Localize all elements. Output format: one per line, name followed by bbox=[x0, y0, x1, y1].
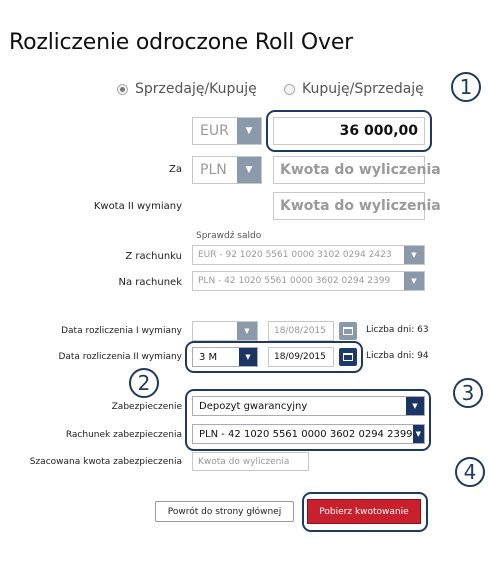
chevron-down-icon: ▼ bbox=[239, 348, 257, 366]
callout-4-badge: 4 bbox=[455, 457, 485, 487]
radio-buy-sell-label: Kupuję/Sprzedaję bbox=[302, 81, 424, 97]
counter-currency-value: PLN bbox=[200, 162, 227, 178]
callout-1-badge: 1 bbox=[451, 72, 481, 102]
first-days-count: Liczba dni: 63 bbox=[366, 325, 429, 335]
radio-sell-buy[interactable] bbox=[117, 81, 257, 97]
first-date-label: Data rozliczenia I wymiany bbox=[61, 326, 182, 336]
from-account-label: Z rachunku bbox=[125, 251, 182, 262]
radio-sell-buy-label: Sprzedaję/Kupuję bbox=[135, 81, 257, 97]
back-to-home-button[interactable]: Powrót do strony głównej bbox=[155, 501, 294, 522]
callout-2-badge: 2 bbox=[129, 368, 159, 398]
second-tenor-value: 3 M bbox=[199, 351, 218, 363]
from-account-value: EUR - 92 1020 5561 0000 3102 0294 2423 bbox=[198, 250, 392, 260]
first-date-value: 18/08/2015 bbox=[274, 326, 326, 336]
chevron-down-icon: ▼ bbox=[404, 246, 424, 264]
page-title: Rozliczenie odroczone Roll Over bbox=[9, 30, 354, 55]
second-amount-label: Kwota II wymiany bbox=[93, 201, 182, 212]
chevron-down-icon: ▼ bbox=[404, 272, 424, 290]
callout-1-frame bbox=[266, 110, 432, 152]
from-account-select[interactable] bbox=[192, 245, 425, 265]
collateral-type-label: Zabezpieczenie bbox=[111, 402, 182, 412]
chevron-down-icon: ▼ bbox=[237, 157, 261, 183]
get-quote-button[interactable]: Pobierz kwotowanie bbox=[307, 499, 421, 524]
radio-unselected-icon bbox=[284, 84, 295, 95]
callout-2-frame bbox=[185, 341, 363, 373]
collateral-estimate-label: Szacowana kwota zabezpieczenia bbox=[29, 457, 182, 467]
counter-currency-select[interactable] bbox=[192, 156, 262, 184]
chevron-down-icon: ▼ bbox=[237, 118, 261, 144]
collateral-account-value: PLN - 42 1020 5561 0000 3602 0294 2399 bbox=[199, 428, 413, 440]
callout-3-frame bbox=[185, 389, 431, 451]
second-amount-input[interactable] bbox=[273, 192, 441, 220]
check-balance-link[interactable]: Sprawdź saldo bbox=[196, 231, 262, 241]
callout-4-frame bbox=[302, 492, 428, 532]
collateral-estimate-input[interactable] bbox=[192, 452, 309, 471]
chevron-down-icon: ▼ bbox=[237, 322, 257, 340]
currency-value: EUR bbox=[200, 123, 229, 139]
second-date-value: 18/09/2015 bbox=[274, 352, 326, 362]
radio-buy-sell[interactable] bbox=[284, 81, 424, 97]
callout-3-badge: 3 bbox=[453, 378, 483, 408]
first-tenor-select[interactable] bbox=[192, 321, 258, 341]
first-date-input[interactable] bbox=[268, 321, 334, 341]
chevron-down-icon: ▼ bbox=[406, 397, 424, 415]
second-date-label: Data rozliczenia II wymiany bbox=[58, 352, 182, 362]
to-account-select[interactable] bbox=[192, 271, 425, 291]
radio-selected-icon bbox=[117, 84, 128, 95]
calendar-icon[interactable] bbox=[339, 322, 357, 340]
second-days-count: Liczba dni: 94 bbox=[366, 351, 429, 361]
second-amount-placeholder: Kwota do wyliczenia bbox=[280, 198, 441, 214]
chevron-down-icon: ▼ bbox=[413, 425, 424, 443]
collateral-account-label: Rachunek zabezpieczenia bbox=[65, 430, 182, 440]
amount-value: 36 000,00 bbox=[339, 123, 418, 139]
to-account-value: PLN - 42 1020 5561 0000 3602 0294 2399 bbox=[198, 276, 391, 286]
to-account-label: Na rachunek bbox=[118, 277, 182, 288]
za-label: Za bbox=[169, 164, 182, 175]
currency-select[interactable] bbox=[192, 117, 262, 145]
collateral-type-value: Depozyt gwarancyjny bbox=[199, 400, 308, 412]
counter-amount-input[interactable] bbox=[273, 156, 441, 184]
collateral-estimate-placeholder: Kwota do wyliczenia bbox=[198, 456, 290, 467]
counter-amount-placeholder: Kwota do wyliczenia bbox=[280, 162, 441, 178]
